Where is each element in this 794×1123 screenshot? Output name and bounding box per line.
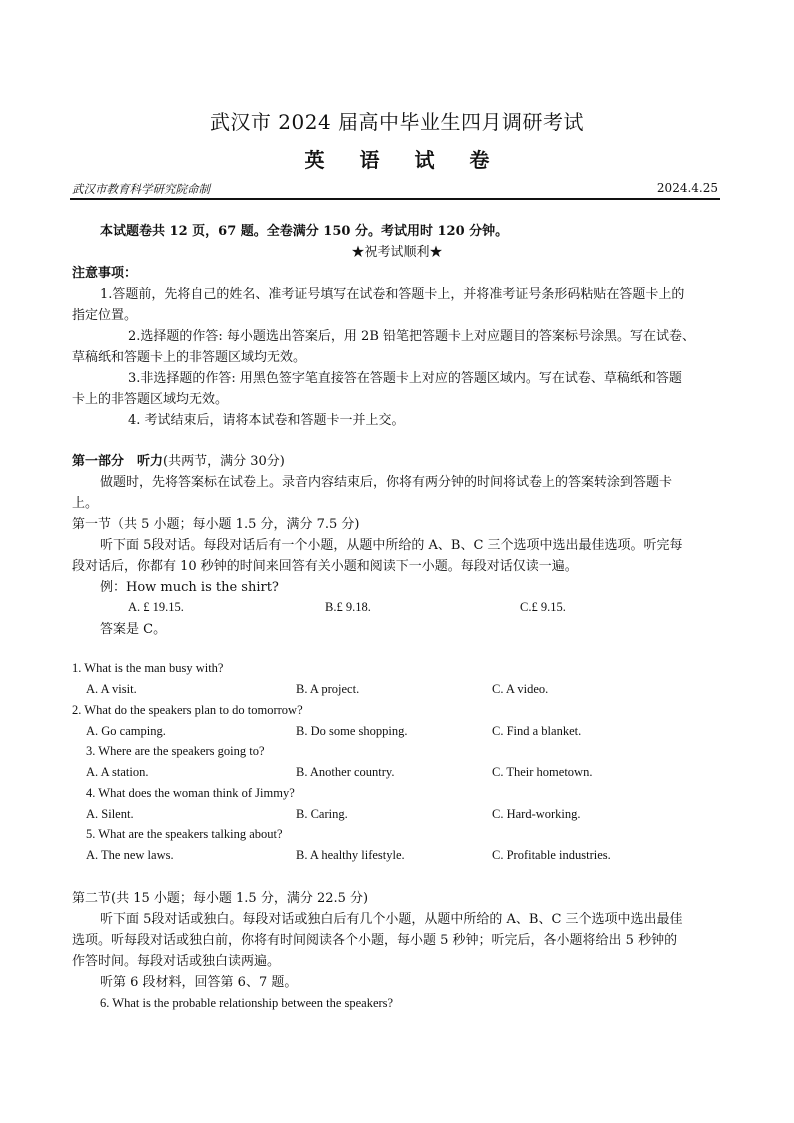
issuer-label: 武汉市教育科学研究院命制: [72, 182, 210, 196]
question-3-option-c: C. Their hometown.: [492, 765, 593, 779]
question-6: 6. What is the probable relationship between the speakers?: [100, 996, 394, 1010]
question-4-option-c: C. Hard-working.: [492, 807, 581, 821]
exam-subtitle: 英 语 试 卷: [304, 148, 504, 172]
note-1-line-1: 1.答题前，先将自己的姓名、准考证号填写在试卷和答题卡上，并将准考证号条形码粘贴在答题卡上的: [100, 287, 685, 302]
note-2-line-1: 2.选择题的作答: 每小题选出答案后，用 2B 铅笔把答题卡上对应题目的答案标号涂黑。写在试卷、: [128, 329, 696, 344]
section2-heading: 第二节(共 15 小题；每小题 1.5 分，满分 22.5 分): [72, 891, 369, 906]
intro-summary: 本试题卷共 12 页，67 题。全卷满分 150 分。考试用时 120 分钟。: [100, 224, 509, 239]
section2-instruction-line-1: 听下面 5段对话或独白。每段对话或独白后有几个小题，从题中所给的 A、B、C 三个选项中选出最佳: [100, 912, 683, 927]
question-5: 5. What are the speakers talking about?: [86, 827, 283, 841]
part1-instruction-line-1: 做题时，先将答案标在试卷上。录音内容结束后，你将有两分钟的时间将试卷上的答案转涂到答题卡: [100, 475, 673, 490]
section1-heading: 第一节（共 5 小题；每小题 1.5 分，满分 7.5 分): [72, 517, 360, 532]
exam-title: 武汉市 2024 届高中毕业生四月调研考试: [209, 110, 585, 134]
example-option-c: C.£ 9.15.: [520, 600, 566, 614]
question-4-option-b: B. Caring.: [296, 807, 348, 821]
example-answer: 答案是 C。: [100, 622, 167, 637]
question-1-option-a: A. A visit.: [86, 682, 137, 696]
question-4-option-a: A. Silent.: [86, 807, 134, 821]
section1-instruction-line-1: 听下面 5段对话。每段对话后有一个小题，从题中所给的 A、B、C 三个选项中选出最佳选项。听完每: [100, 538, 683, 553]
question-2: 2. What do the speakers plan to do tomorrow?: [72, 703, 303, 717]
header-divider: [70, 198, 720, 200]
question-1-option-b: B. A project.: [296, 682, 360, 696]
example-option-b: B.£ 9.18.: [325, 600, 371, 614]
note-3-line-1: 3.非选择题的作答: 用黑色签字笔直接答在答题卡上对应的答题区域内。写在试卷、草稿纸和答题: [128, 371, 682, 386]
section1-instruction-line-2: 段对话后，你都有 10 秒钟的时间来回答有关小题和阅读下一小题。每段对话仅读一遍。: [72, 559, 578, 574]
notes-heading: 注意事项：: [72, 266, 138, 281]
question-2-option-c: C. Find a blanket.: [492, 724, 582, 738]
section2-instruction-line-3: 作答时间。每段对话或独白读两遍。: [72, 954, 281, 969]
question-5-option-b: B. A healthy lifestyle.: [296, 848, 405, 862]
note-1-line-2: 指定位置。: [72, 308, 138, 323]
part1-instruction-line-2: 上。: [72, 496, 99, 511]
question-5-option-a: A. The new laws.: [86, 848, 174, 862]
note-2-line-2: 草稿纸和答题卡上的非答题区域均无效。: [72, 350, 307, 365]
note-3-line-2: 卡上的非答题区域均无效。: [72, 392, 229, 407]
example-question: 例：How much is the shirt?: [100, 580, 279, 595]
question-2-option-a: A. Go camping.: [86, 724, 166, 738]
question-3: 3. Where are the speakers going to?: [86, 744, 265, 758]
intro-wish: ★祝考试顺利★: [351, 245, 443, 260]
part1-heading: [72, 452, 285, 473]
example-option-a: A. £ 19.15.: [128, 600, 184, 614]
question-1-option-c: C. A video.: [492, 682, 549, 696]
question-1: 1. What is the man busy with?: [72, 661, 224, 675]
question-4: 4. What does the woman think of Jimmy?: [86, 786, 295, 800]
exam-date: 2024.4.25: [656, 181, 718, 195]
question-3-option-a: A. A station.: [86, 765, 149, 779]
note-4: 4. 考试结束后，请将本试卷和答题卡一并上交。: [128, 413, 405, 428]
part1-heading-rest: (共两节，满分 30分): [163, 454, 285, 469]
material-6-prompt: 听第 6 段材料，回答第 6、7 题。: [100, 975, 298, 990]
section2-instruction-line-2: 选项。听每段对话或独白前，你将有时间阅读各个小题，每小题 5 秒钟；听完后，各小题将给出 5 秒钟的: [72, 933, 678, 948]
question-3-option-b: B. Another country.: [296, 765, 395, 779]
question-2-option-b: B. Do some shopping.: [296, 724, 408, 738]
question-5-option-c: C. Profitable industries.: [492, 848, 611, 862]
part1-heading-bold: 第一部分 听力: [72, 454, 164, 469]
